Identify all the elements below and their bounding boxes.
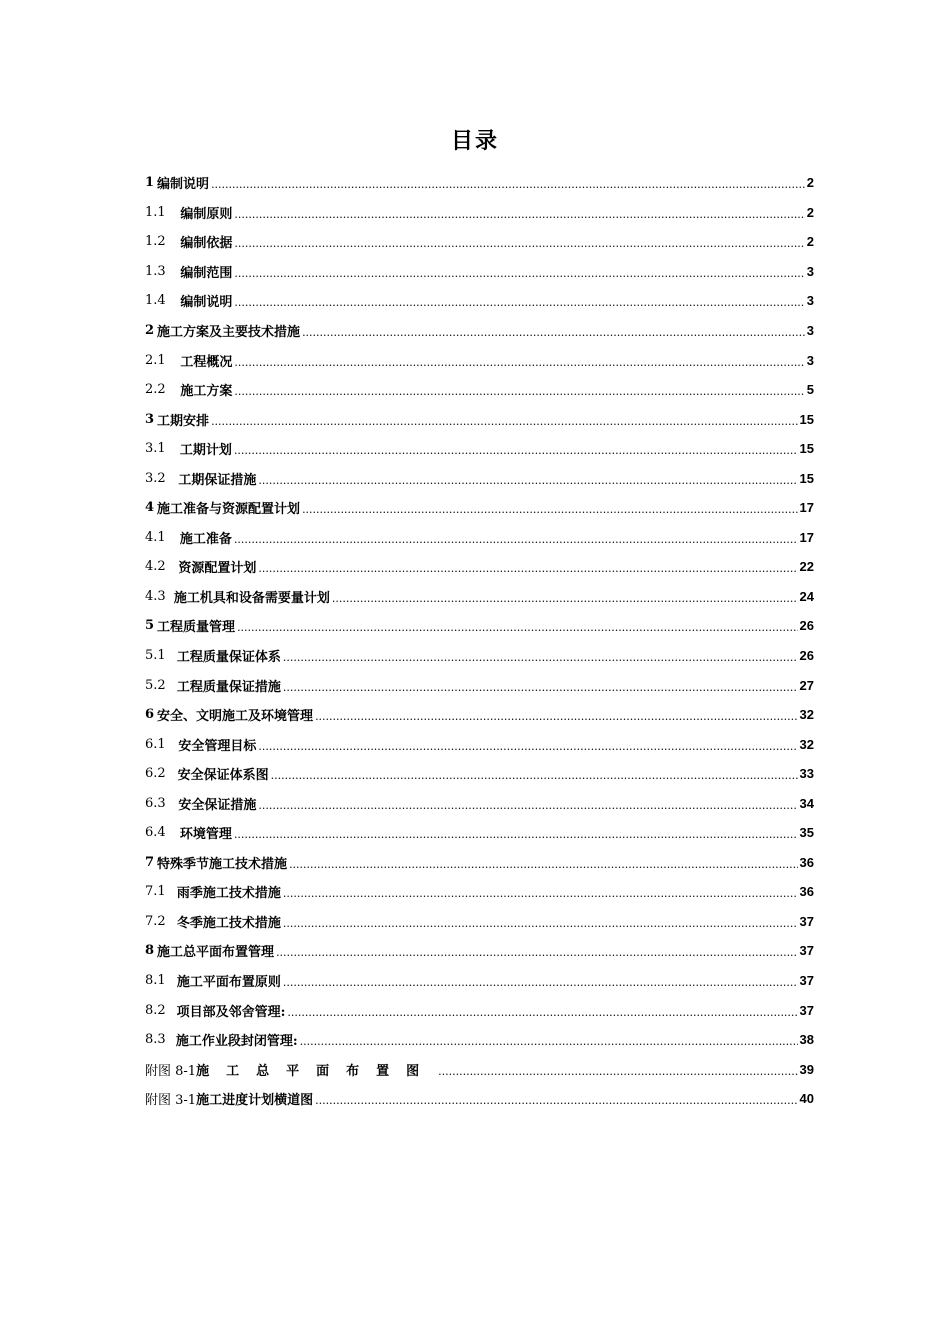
toc-entry-page-number: 17 bbox=[799, 529, 814, 545]
toc-entry[interactable] bbox=[145, 345, 814, 375]
dot-leader bbox=[258, 739, 797, 752]
toc-entry-title: 工程质量管理 bbox=[157, 620, 236, 636]
toc-entry-title: 编制说明 bbox=[157, 177, 210, 193]
toc-entry-number: 8.1 bbox=[145, 973, 166, 989]
toc-entry[interactable] bbox=[145, 759, 814, 789]
toc-entry[interactable] bbox=[145, 788, 814, 818]
toc-entry-number: 附图 8-1 bbox=[145, 1063, 197, 1079]
toc-entry-page-number: 27 bbox=[799, 677, 814, 693]
toc-entry[interactable] bbox=[145, 523, 814, 553]
dot-leader bbox=[234, 295, 804, 308]
dot-leader bbox=[300, 1034, 798, 1047]
toc-entry-number: 5.2 bbox=[145, 677, 166, 693]
toc-entry-title: 工期计划 bbox=[179, 443, 232, 459]
dot-leader bbox=[258, 473, 797, 486]
toc-entry[interactable] bbox=[145, 198, 814, 228]
toc-entry-page-number: 37 bbox=[799, 1002, 814, 1018]
toc-entry-page-number: 17 bbox=[799, 500, 814, 516]
toc-entry[interactable] bbox=[145, 227, 814, 257]
toc-entry-number: 8.2 bbox=[145, 1002, 166, 1018]
toc-entry[interactable] bbox=[145, 641, 814, 671]
toc-entry-title: 特殊季节施工技术措施 bbox=[157, 856, 288, 872]
toc-entry-title: 工程概况 bbox=[180, 354, 233, 370]
toc-entry-title: 冬季施工技术措施 bbox=[176, 915, 281, 931]
toc-entry-title: 施工总平面布置管理 bbox=[157, 945, 275, 961]
toc-entry-title: 资源配置计划 bbox=[178, 561, 257, 577]
toc-entry-title: 编制范围 bbox=[180, 265, 233, 281]
table-of-contents bbox=[145, 168, 814, 1114]
toc-entry-number: 1.1 bbox=[145, 204, 166, 220]
toc-entry[interactable] bbox=[145, 257, 814, 287]
toc-entry[interactable] bbox=[145, 611, 814, 641]
toc-entry-number: 3 bbox=[145, 411, 155, 427]
dot-leader bbox=[234, 207, 804, 220]
toc-entry-page-number: 26 bbox=[799, 648, 814, 664]
toc-entry-number: 2.2 bbox=[145, 382, 166, 398]
toc-entry-number: 4 bbox=[145, 500, 155, 516]
toc-entry[interactable] bbox=[145, 1025, 814, 1055]
toc-entry[interactable] bbox=[145, 552, 814, 582]
toc-entry-number: 8.3 bbox=[145, 1032, 166, 1048]
toc-entry-title: 编制依据 bbox=[180, 236, 233, 252]
dot-leader bbox=[438, 1064, 797, 1077]
dot-leader bbox=[258, 561, 797, 574]
toc-entry-number: 1 bbox=[145, 175, 155, 191]
toc-entry-page-number: 38 bbox=[799, 1032, 814, 1048]
toc-entry-number: 1.3 bbox=[145, 263, 166, 279]
toc-entry-title: 施工平面布置原则 bbox=[176, 975, 281, 991]
toc-entry-page-number: 39 bbox=[799, 1061, 814, 1077]
toc-entry[interactable] bbox=[145, 375, 814, 405]
dot-leader bbox=[302, 502, 797, 515]
toc-entry-title: 项目部及邻舍管理: bbox=[176, 1004, 286, 1020]
toc-entry-number: 5.1 bbox=[145, 648, 166, 664]
toc-entry-title: 施工准备与资源配置计划 bbox=[157, 502, 301, 518]
dot-leader bbox=[283, 975, 798, 988]
toc-entry[interactable] bbox=[145, 729, 814, 759]
toc-entry-page-number: 40 bbox=[799, 1091, 814, 1107]
toc-entry[interactable] bbox=[145, 434, 814, 464]
toc-entry-page-number: 3 bbox=[806, 263, 814, 279]
toc-entry-page-number: 34 bbox=[799, 795, 814, 811]
toc-entry-number: 1.4 bbox=[145, 293, 166, 309]
toc-entry-title: 安全保证体系图 bbox=[177, 768, 269, 784]
toc-entry-page-number: 22 bbox=[799, 559, 814, 575]
toc-entry-page-number: 26 bbox=[799, 618, 814, 634]
toc-entry[interactable] bbox=[145, 670, 814, 700]
dot-leader bbox=[234, 384, 804, 397]
toc-entry-page-number: 2 bbox=[806, 175, 814, 191]
dot-leader bbox=[283, 680, 798, 693]
toc-entry-number: 4.1 bbox=[145, 529, 166, 545]
toc-entry[interactable] bbox=[145, 818, 814, 848]
toc-entry[interactable] bbox=[145, 582, 814, 612]
toc-entry-title: 施工作业段封闭管理: bbox=[175, 1034, 298, 1050]
dot-leader bbox=[211, 177, 805, 190]
toc-entry-number: 3.1 bbox=[145, 441, 166, 457]
toc-entry-number: 6 bbox=[145, 707, 155, 723]
toc-entry-page-number: 2 bbox=[806, 234, 814, 250]
toc-entry[interactable] bbox=[145, 493, 814, 523]
toc-entry-title: 安全保证措施 bbox=[178, 797, 257, 813]
toc-entry-number: 1.2 bbox=[145, 234, 166, 250]
toc-entry-number: 6.4 bbox=[145, 825, 166, 841]
toc-entry-page-number: 15 bbox=[799, 411, 814, 427]
toc-entry-title: 雨季施工技术措施 bbox=[176, 886, 281, 902]
toc-entry[interactable] bbox=[145, 877, 814, 907]
toc-entry-page-number: 35 bbox=[799, 825, 814, 841]
dot-leader bbox=[289, 857, 797, 870]
toc-entry[interactable] bbox=[145, 848, 814, 878]
dot-leader bbox=[276, 945, 797, 958]
toc-entry-title: 工期安排 bbox=[157, 413, 210, 429]
dot-leader bbox=[258, 798, 797, 811]
dot-leader bbox=[283, 916, 798, 929]
dot-leader bbox=[237, 620, 797, 633]
toc-entry-page-number: 3 bbox=[806, 323, 814, 338]
toc-entry-number: 3.2 bbox=[145, 470, 166, 486]
toc-entry[interactable] bbox=[145, 463, 814, 493]
dot-leader bbox=[283, 650, 798, 663]
toc-entry-title: 施工方案 bbox=[180, 384, 233, 400]
toc-entry[interactable] bbox=[145, 404, 814, 434]
toc-entry-title: 工程质量保证体系 bbox=[176, 650, 281, 666]
toc-entry[interactable] bbox=[145, 700, 814, 730]
dot-leader bbox=[315, 1093, 797, 1106]
toc-entry[interactable] bbox=[145, 286, 814, 316]
dot-leader bbox=[234, 266, 804, 279]
dot-leader bbox=[234, 443, 798, 456]
toc-entry-number: 附图 3-1 bbox=[145, 1093, 197, 1109]
dot-leader bbox=[271, 768, 798, 781]
toc-entry-title: 安全、文明施工及环境管理 bbox=[157, 709, 314, 725]
toc-entry-page-number: 5 bbox=[806, 382, 814, 398]
toc-entry-number: 5 bbox=[145, 618, 155, 634]
toc-entry-number: 4.3 bbox=[145, 588, 166, 604]
toc-entry[interactable] bbox=[145, 936, 814, 966]
toc-entry[interactable] bbox=[145, 1054, 814, 1084]
toc-entry-number: 6.1 bbox=[145, 736, 166, 752]
toc-entry[interactable] bbox=[145, 168, 814, 198]
toc-entry-title: 施工机具和设备需要量计划 bbox=[173, 590, 330, 606]
toc-entry-title: 施工总平面布置图 bbox=[196, 1063, 437, 1079]
toc-entry-title: 编制原则 bbox=[180, 206, 233, 222]
toc-entry-title: 安全管理目标 bbox=[178, 738, 257, 754]
toc-entry-title: 施工进度计划横道图 bbox=[196, 1093, 314, 1109]
toc-entry-page-number: 15 bbox=[799, 441, 814, 457]
toc-entry-title: 编制说明 bbox=[180, 295, 233, 311]
toc-entry-title: 工期保证措施 bbox=[178, 472, 257, 488]
toc-entry-number: 2.1 bbox=[145, 352, 166, 368]
toc-entry-number: 7 bbox=[145, 854, 155, 870]
toc-entry-page-number: 36 bbox=[799, 884, 814, 900]
toc-entry-page-number: 32 bbox=[799, 736, 814, 752]
dot-leader bbox=[211, 414, 797, 427]
toc-entry[interactable] bbox=[145, 316, 814, 346]
toc-entry[interactable] bbox=[145, 995, 814, 1025]
dot-leader bbox=[332, 591, 798, 604]
toc-entry-number: 4.2 bbox=[145, 559, 166, 575]
dot-leader bbox=[234, 532, 798, 545]
toc-entry[interactable] bbox=[145, 966, 814, 996]
dot-leader bbox=[234, 355, 804, 368]
toc-entry-page-number: 2 bbox=[806, 204, 814, 220]
dot-leader bbox=[315, 709, 797, 722]
toc-entry-title: 施工准备 bbox=[179, 531, 232, 547]
toc-entry-title: 环境管理 bbox=[179, 827, 232, 843]
toc-entry-page-number: 37 bbox=[799, 973, 814, 989]
dot-leader bbox=[287, 1005, 797, 1018]
toc-entry-number: 7.2 bbox=[145, 913, 166, 929]
toc-entry[interactable] bbox=[145, 907, 814, 937]
dot-leader bbox=[234, 236, 804, 249]
toc-entry-page-number: 36 bbox=[799, 854, 814, 870]
toc-entry-number: 6.3 bbox=[145, 795, 166, 811]
dot-leader bbox=[234, 827, 798, 840]
toc-entry[interactable] bbox=[145, 1084, 814, 1114]
toc-entry-page-number: 33 bbox=[799, 766, 814, 782]
toc-entry-page-number: 32 bbox=[799, 707, 814, 723]
toc-entry-page-number: 24 bbox=[799, 588, 814, 604]
toc-entry-title: 工程质量保证措施 bbox=[176, 679, 281, 695]
toc-entry-page-number: 3 bbox=[806, 352, 814, 368]
toc-entry-page-number: 3 bbox=[806, 293, 814, 309]
toc-entry-page-number: 37 bbox=[799, 913, 814, 929]
toc-entry-number: 6.2 bbox=[145, 766, 166, 782]
toc-entry-number: 2 bbox=[145, 323, 155, 338]
page-title: 目录 bbox=[450, 128, 499, 154]
toc-entry-title: 施工方案及主要技术措施 bbox=[157, 325, 301, 340]
dot-leader bbox=[283, 886, 798, 899]
dot-leader bbox=[302, 325, 805, 338]
toc-entry-page-number: 15 bbox=[799, 470, 814, 486]
toc-entry-number: 7.1 bbox=[145, 884, 166, 900]
toc-entry-page-number: 37 bbox=[799, 943, 814, 959]
toc-entry-number: 8 bbox=[145, 943, 155, 959]
